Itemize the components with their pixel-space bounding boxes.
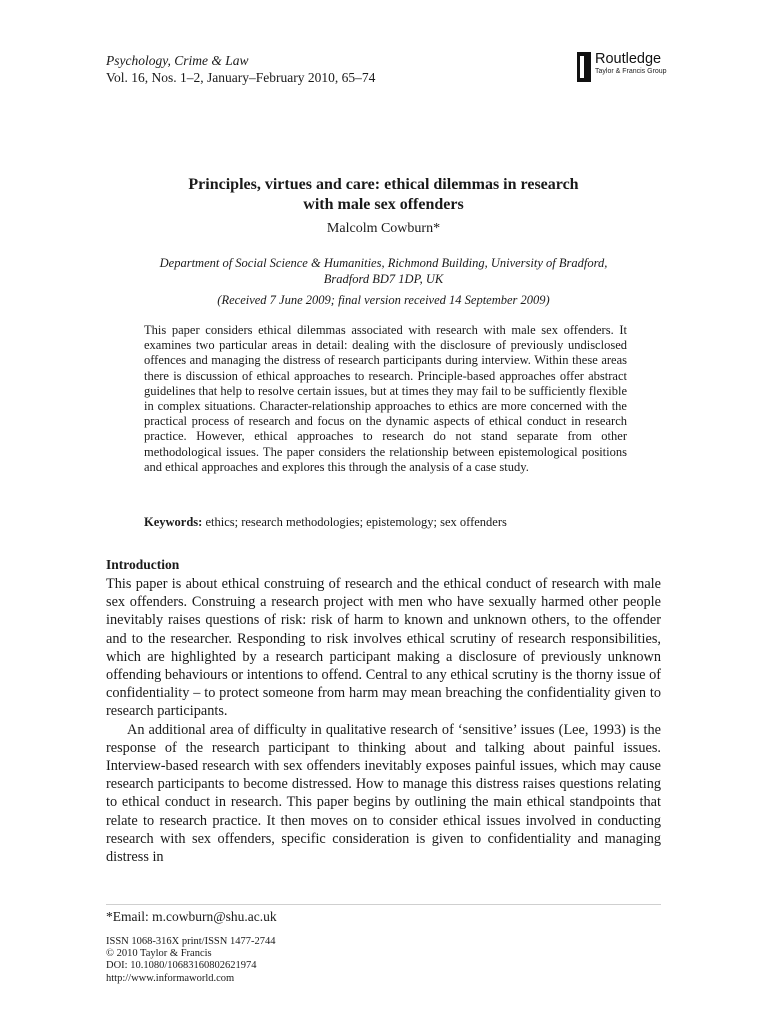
copyright-line: © 2010 Taylor & Francis <box>106 948 212 960</box>
doi-line: DOI: 10.1080/10683160802621974 <box>106 960 257 972</box>
paragraph: This paper is about ethical construing of research and the ethical conduct of research with male sex offenders. Construing a research project with men who have sexually harmed other people inevitably raises questions of risk: risk of harm to known and unknown others, to the offender and to the researcher. Responding to risk involves ethical scrutiny of research responsibilities, which are highlighted by a research participant making a disclosure of previously unknown offending behaviours or intentions to offend. Central to any ethical scrutiny is the thorny issue of confidentiality – to protect someone from harm may mean breaching the confidentiality given to research participants. <box>106 576 661 720</box>
paragraph: An additional area of difficulty in qualitative research of ‘sensitive’ issues (Lee, 1993) is the response of the research participant to thinking about and talking about painful issues. Interview-based research with sex offenders inevitably exposes painful issues, which may cause research participants to become distressed. How to manage this distress raises questions relating to ethical conduct in research. This paper begins by outlining the main ethical standpoints that relate to research practice. It then moves on to consider ethical issues involved in conducting research with sex offenders, specific consideration is given to confidentiality and managing distress in <box>106 721 661 866</box>
publisher-logo <box>577 52 667 82</box>
title-line-2: with male sex offenders <box>303 196 464 213</box>
title-line-1: Principles, virtues and care: ethical dilemmas in research <box>188 176 579 193</box>
issn-line: ISSN 1068-316X print/ISSN 1477-2744 <box>106 936 276 947</box>
affiliation-line-2: Bradford BD7 1DP, UK <box>323 271 444 286</box>
logo-subtitle: Taylor & Francis Group <box>595 68 667 75</box>
email-footnote: *Email: m.cowburn@shu.ac.uk <box>106 909 277 924</box>
section-heading-introduction: Introduction <box>106 557 180 572</box>
article-title <box>106 175 661 215</box>
logo-brand: Routledge <box>595 51 662 67</box>
received-dates: (Received 7 June 2009; final version received 14 September 2009) <box>217 293 550 307</box>
keywords-label: Keywords: <box>144 515 203 529</box>
volume-line: Vol. 16, Nos. 1–2, January–February 2010, 65–74 <box>106 70 376 85</box>
url-line: http://www.informaworld.com <box>106 972 235 984</box>
keywords <box>144 514 627 530</box>
abstract: This paper considers ethical dilemmas associated with research with male sex offenders. It examines two particular areas in detail: dealing with the disclosure of previously undisclosed offences and managing the distress of research participants during interview. Within these areas there is discussion of ethical approaches to research. Principle-based approaches offer abstract guidelines that help to resolve certain issues, but at times they may fail to be sufficiently flexible in complex situations. Character-relationship approaches to ethics are more concerned with the practical process of research and focus on the dynamic aspects of ethical conduct in research practice. However, ethical approaches to research do not stand separate from other methodological issues. The paper considers the relationship between epistemological positions and ethical approaches and explores this through the analysis of a case study. <box>144 323 627 474</box>
journal-header <box>106 52 375 86</box>
footnote-divider <box>106 904 661 905</box>
author-name: Malcolm Cowburn* <box>326 221 441 236</box>
journal-name: Psychology, Crime & Law <box>106 53 249 68</box>
keywords-list: ethics; research methodologies; epistemology; sex offenders <box>205 515 507 529</box>
author-affiliation <box>106 256 661 287</box>
introduction-body <box>106 575 661 866</box>
publication-info <box>106 936 275 985</box>
affiliation-line-1: Department of Social Science & Humanities, Richmond Building, University of Bradford, <box>159 256 608 270</box>
routledge-logo-icon <box>577 52 591 82</box>
